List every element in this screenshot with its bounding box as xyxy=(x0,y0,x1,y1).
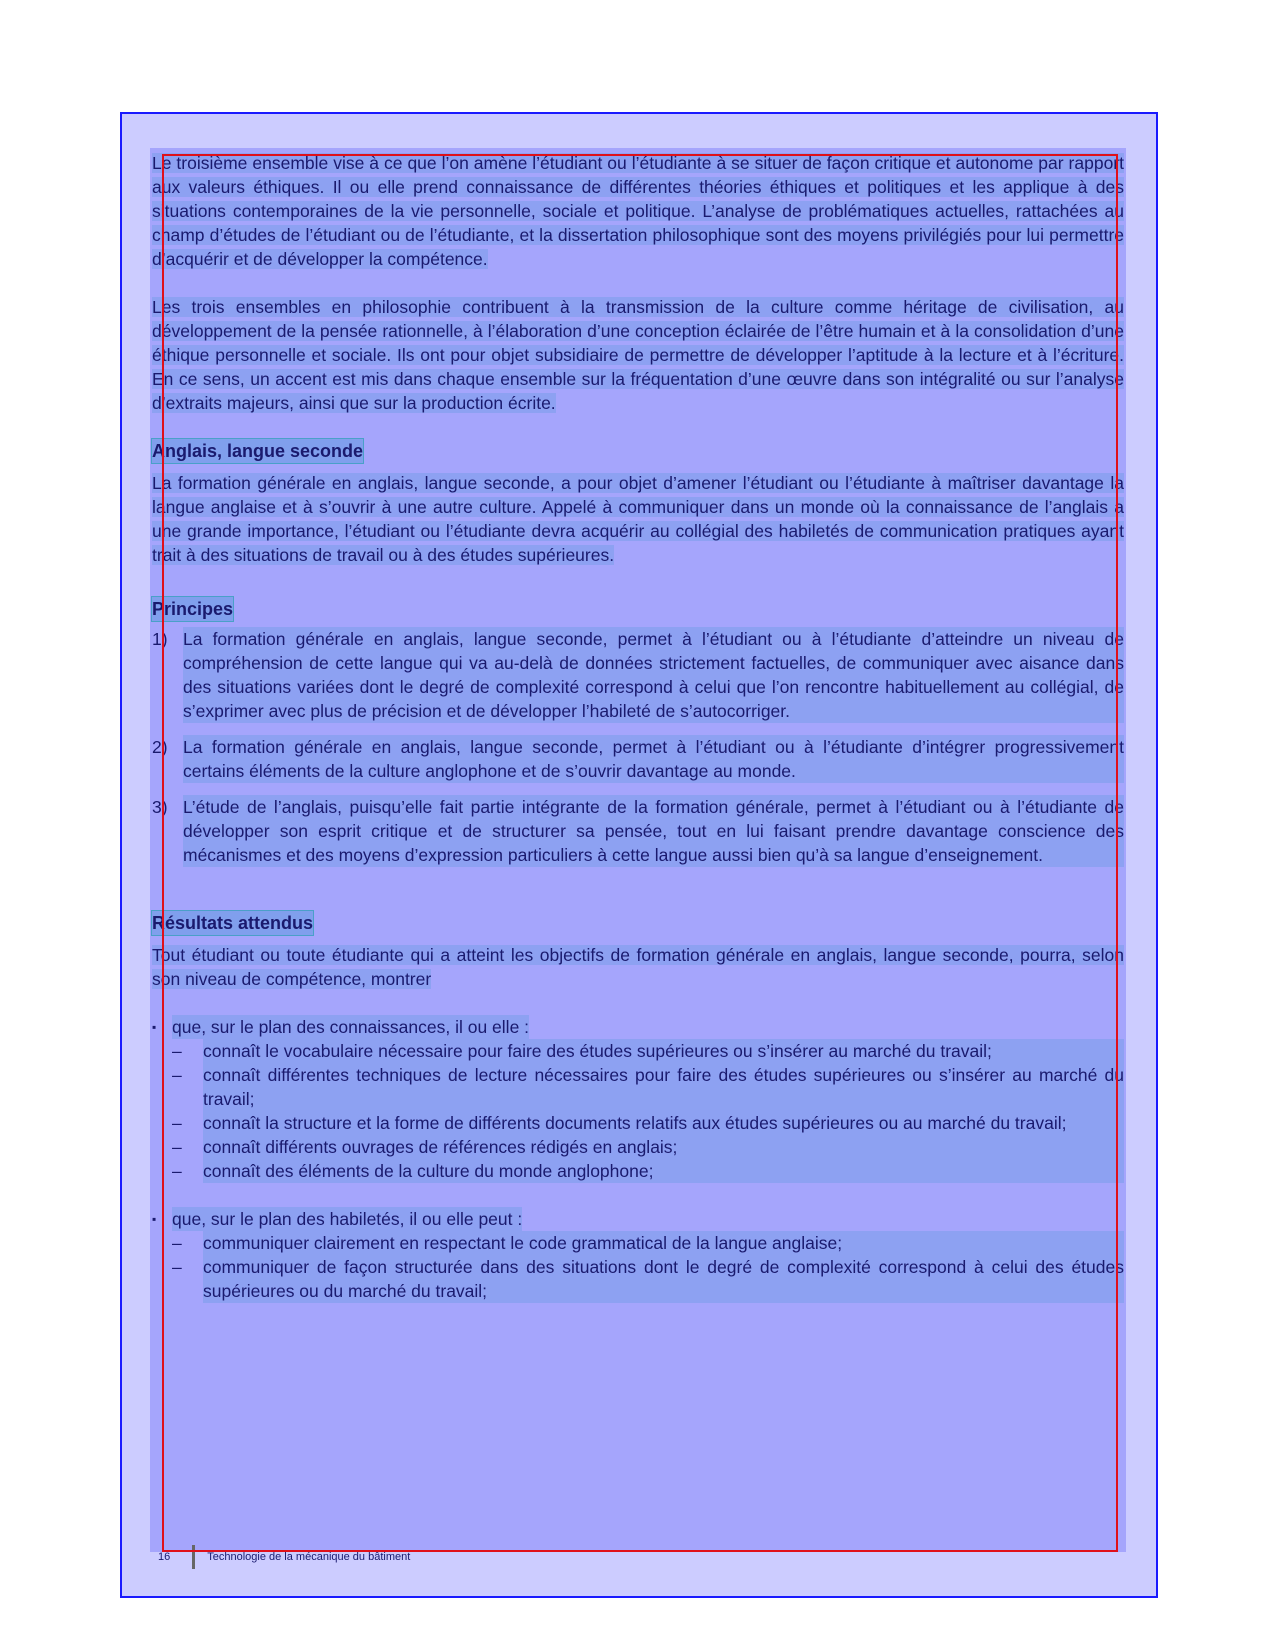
footer-divider xyxy=(192,1545,195,1569)
dash-icon: – xyxy=(172,1065,182,1085)
dash-icon: – xyxy=(172,1257,182,1277)
principle-number: 2) xyxy=(152,737,168,757)
knowledge-bullet xyxy=(152,1015,1124,1039)
bullet-lead: que, sur le plan des connaissances, il ou elle : xyxy=(172,1017,530,1037)
footer-title: Technologie de la mécanique du bâtiment xyxy=(207,1551,411,1563)
list-item: – communiquer de façon structurée dans des situations dont le degré de complexité correspond à celui des études supérieures ou du marché du travail; xyxy=(172,1257,1124,1301)
intro-paragraph-2: Les trois ensembles en philosophie contribuent à la transmission de la culture comme héritage de civilisation, au développement de la pensée rationnelle, à l’élaboration d’une conception éclairée de l’être humain et à la consolidation d’une éthique personnelle et sociale. Ils ont pour objet subsidiaire de permettre de développer l’aptitude à la lecture et à l’écriture. En ce sens, un accent est mis dans chaque ensemble sur la fréquentation d’une œuvre dans son intégralité ou sur l’analyse d’extraits majeurs, ainsi que sur la production écrite. xyxy=(152,297,1124,413)
knowledge-list xyxy=(152,1039,1124,1183)
dash-icon: – xyxy=(172,1161,182,1181)
english-section-heading: Anglais, langue seconde xyxy=(152,441,364,461)
bullet-lead: que, sur le plan des habiletés, il ou elle peut : xyxy=(172,1209,523,1229)
list-item: – connaît le vocabulaire nécessaire pour faire des études supérieures ou s’insérer au marché du travail; xyxy=(152,1039,1124,1063)
dash-icon: – xyxy=(172,1137,182,1157)
english-section-paragraph: La formation générale en anglais, langue seconde, a pour objet d’amener l’étudiant ou l’étudiante à maîtriser davantage la langue anglaise et à s’ouvrir à une autre culture. Appelé à communiquer dans un monde où la connaissance de l’anglais a une grande importance, l’étudiant ou l’étudiante devra acquérir au collégial des habiletés de communication pratiques ayant trait à des situations de travail ou à des études supérieures. xyxy=(152,473,1124,565)
bullet-icon: ▪ xyxy=(152,1212,157,1226)
intro-paragraph-1: Le troisième ensemble vise à ce que l’on amène l’étudiant ou l’étudiante à se situer de façon critique et autonome par rapport aux valeurs éthiques. Il ou elle prend connaissance de différentes théories éthiques et politiques et les applique à des situations contemporaines de la vie personnelle, sociale et politique. L’analyse de problématiques actuelles, rattachées au champ d’études de l’étudiant ou de l’étudiante, et la dissertation philosophique sont des moyens privilégiés pour lui permettre d’acquérir et de développer la compétence. xyxy=(152,153,1124,269)
skills-list xyxy=(152,1231,1124,1303)
principle-item xyxy=(152,795,1124,867)
document-body xyxy=(152,151,1124,1303)
principle-text: La formation générale en anglais, langue seconde, permet à l’étudiant ou à l’étudiante d’intégrer progressivement certains éléments de la culture anglophone et de s’ouvrir davantage au monde. xyxy=(183,737,1124,781)
skills-bullet xyxy=(152,1207,1124,1231)
principle-text: L’étude de l’anglais, puisqu’elle fait partie intégrante de la formation générale, permet à l’étudiant ou à l’étudiante de développer son esprit critique et de structurer sa pensée, tout en lui faisant prendre davantage conscience des mécanismes et des moyens d’expression particuliers à cette langue aussi bien qu’à sa langue d’enseignement. xyxy=(183,797,1124,865)
principle-item xyxy=(152,735,1124,783)
list-item: – connaît différents ouvrages de références rédigés en anglais; xyxy=(152,1135,1124,1159)
bullet-icon: ▪ xyxy=(152,1020,157,1034)
dash-icon: – xyxy=(172,1041,182,1061)
results-heading: Résultats attendus xyxy=(152,913,314,933)
list-item: – connaît des éléments de la culture du monde anglophone; xyxy=(152,1159,1124,1183)
principle-number: 3) xyxy=(152,797,168,817)
principle-item xyxy=(152,627,1124,723)
principles-list xyxy=(152,627,1124,867)
list-item: – communiquer clairement en respectant le code grammatical de la langue anglaise; xyxy=(152,1231,1124,1255)
principle-text: La formation générale en anglais, langue seconde, permet à l’étudiant ou à l’étudiante d’atteindre un niveau de compréhension de cette langue qui va au-delà de données strictement factuelles, de communiquer avec aisance dans des situations variées dont le degré de complexité correspond à celui que l’on rencontre habituellement au collégial, de s’exprimer avec plus de précision et de développer l’habileté de s’autocorriger. xyxy=(183,629,1124,721)
page-footer xyxy=(158,1545,410,1569)
list-item: – connaît différentes techniques de lecture nécessaires pour faire des études supérieures ou s’insérer au marché du travail; xyxy=(172,1065,1124,1109)
results-intro: Tout étudiant ou toute étudiante qui a atteint les objectifs de formation générale en anglais, langue seconde, pourra, selon son niveau de compétence, montrer xyxy=(152,945,1124,989)
dash-icon: – xyxy=(172,1113,182,1133)
page-number: 16 xyxy=(158,1551,171,1563)
principle-number: 1) xyxy=(152,629,168,649)
list-item: – connaît la structure et la forme de différents documents relatifs aux études supérieures ou au marché du travail; xyxy=(152,1111,1124,1135)
dash-icon: – xyxy=(172,1233,182,1253)
principles-heading: Principes xyxy=(152,599,234,619)
